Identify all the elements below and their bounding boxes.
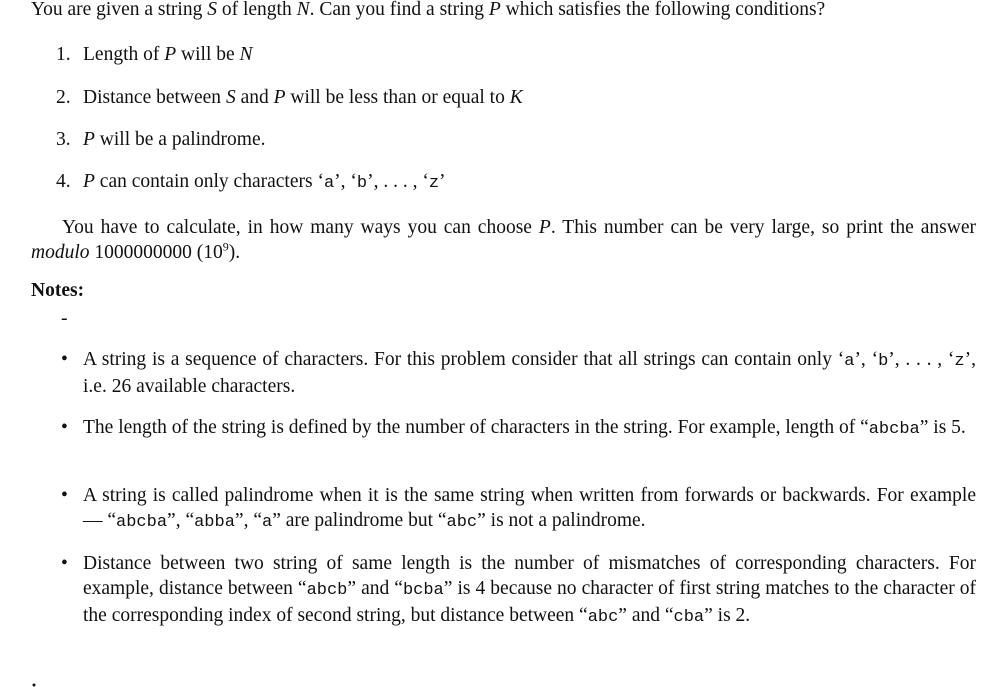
note-item [61, 551, 976, 630]
text: of length [216, 0, 297, 20]
text: ” is 2. [704, 605, 751, 626]
condition-number: 2. [56, 87, 71, 108]
var-s: S [207, 0, 217, 20]
bullet-icon: • [61, 553, 68, 574]
note-item [61, 415, 976, 442]
intro-sentence [31, 0, 825, 22]
code: bcba [402, 581, 444, 600]
text: ’, . . . , ‘ [888, 349, 955, 370]
var-n: N [296, 0, 310, 20]
text: A string is called palindrome when it is the same string when written from forwards or backwards. For example — “ [83, 485, 976, 531]
exponent: 9 [222, 239, 229, 254]
var: S [225, 87, 236, 108]
var-p: P [538, 217, 551, 238]
code: b [878, 352, 889, 371]
var: K [509, 87, 523, 108]
notes-heading: Notes: [31, 280, 85, 301]
text: The length of the string is defined by the number of characters in the string. For example, length of “ [83, 417, 869, 438]
note-text [83, 415, 976, 442]
var-p: P [488, 0, 501, 20]
condition-item [56, 85, 523, 110]
code: a [844, 352, 855, 371]
note-text [83, 551, 976, 630]
var: N [239, 44, 253, 65]
bullet-icon: • [61, 349, 68, 370]
condition-item [56, 42, 253, 67]
cutoff-mark [31, 681, 37, 687]
code: abc [446, 513, 478, 532]
note-text [83, 483, 976, 535]
text: will be less than or equal to [285, 87, 510, 108]
text: You are given a string [31, 0, 208, 20]
text: can contain only characters ‘ [94, 171, 324, 192]
code: cba [673, 608, 705, 627]
var: P [83, 129, 95, 150]
code: abcba [868, 420, 920, 439]
note-text [83, 347, 976, 399]
var: P [83, 171, 95, 192]
condition-number: 1. [56, 44, 71, 65]
text: ”, “ [167, 510, 195, 531]
condition-number: 4. [56, 171, 71, 192]
text: . Can you find a string [309, 0, 489, 20]
text: ). [228, 242, 241, 263]
text: Distance between [83, 87, 226, 108]
code: z [954, 352, 965, 371]
code: abba [194, 513, 235, 532]
text: Length of [83, 44, 165, 65]
text: ”, “ [234, 510, 262, 531]
emphasis: modulo [31, 242, 90, 263]
text: will be [176, 44, 240, 65]
bullet-icon: • [61, 417, 68, 438]
var: P [164, 44, 177, 65]
var: P [273, 87, 286, 108]
text: . This number can be very large, so print the answer [550, 217, 976, 238]
text: ’, i.e. 26 available characters. [83, 349, 976, 397]
text: ’, . . . , ‘ [367, 171, 429, 192]
text: and [235, 87, 274, 108]
condition-number: 3. [56, 129, 71, 150]
text: Distance between two string of same length is the number of mismatches of corresponding characters. For example, distance between “ [83, 553, 976, 599]
bullet-icon: • [61, 485, 68, 506]
text: ” is not a palindrome. [477, 510, 646, 531]
text: 1000000000 (10 [89, 242, 223, 263]
code: b [356, 174, 368, 193]
text: ” and “ [347, 578, 403, 599]
code: a [261, 513, 273, 532]
notes-dash: - [61, 308, 68, 329]
text: ” is 5. [919, 417, 966, 438]
code: abcb [306, 581, 348, 600]
note-item [61, 347, 976, 399]
text: ” are palindrome but “ [272, 510, 447, 531]
text: ’, ‘ [334, 171, 357, 192]
code: abcba [116, 513, 168, 532]
code: a [323, 174, 335, 193]
text: A string is a sequence of characters. For this problem consider that all strings can contain only ‘ [83, 349, 845, 370]
text: You have to calculate, in how many ways you can choose [62, 217, 539, 238]
count-paragraph [31, 215, 976, 265]
condition-item [56, 127, 266, 152]
text: ” and “ [618, 605, 674, 626]
text: will be a palindrome. [94, 129, 266, 150]
text: which satisfies the following conditions? [500, 0, 826, 20]
text: ’, ‘ [854, 349, 879, 370]
note-item [61, 483, 976, 535]
code: abc [587, 608, 619, 627]
text: ’ [439, 171, 446, 192]
condition-item [56, 169, 446, 196]
text: ” is 4 because no character of first string matches to the character of the corresponding index of second string, but distance between “ [83, 578, 977, 626]
code: z [428, 174, 440, 193]
